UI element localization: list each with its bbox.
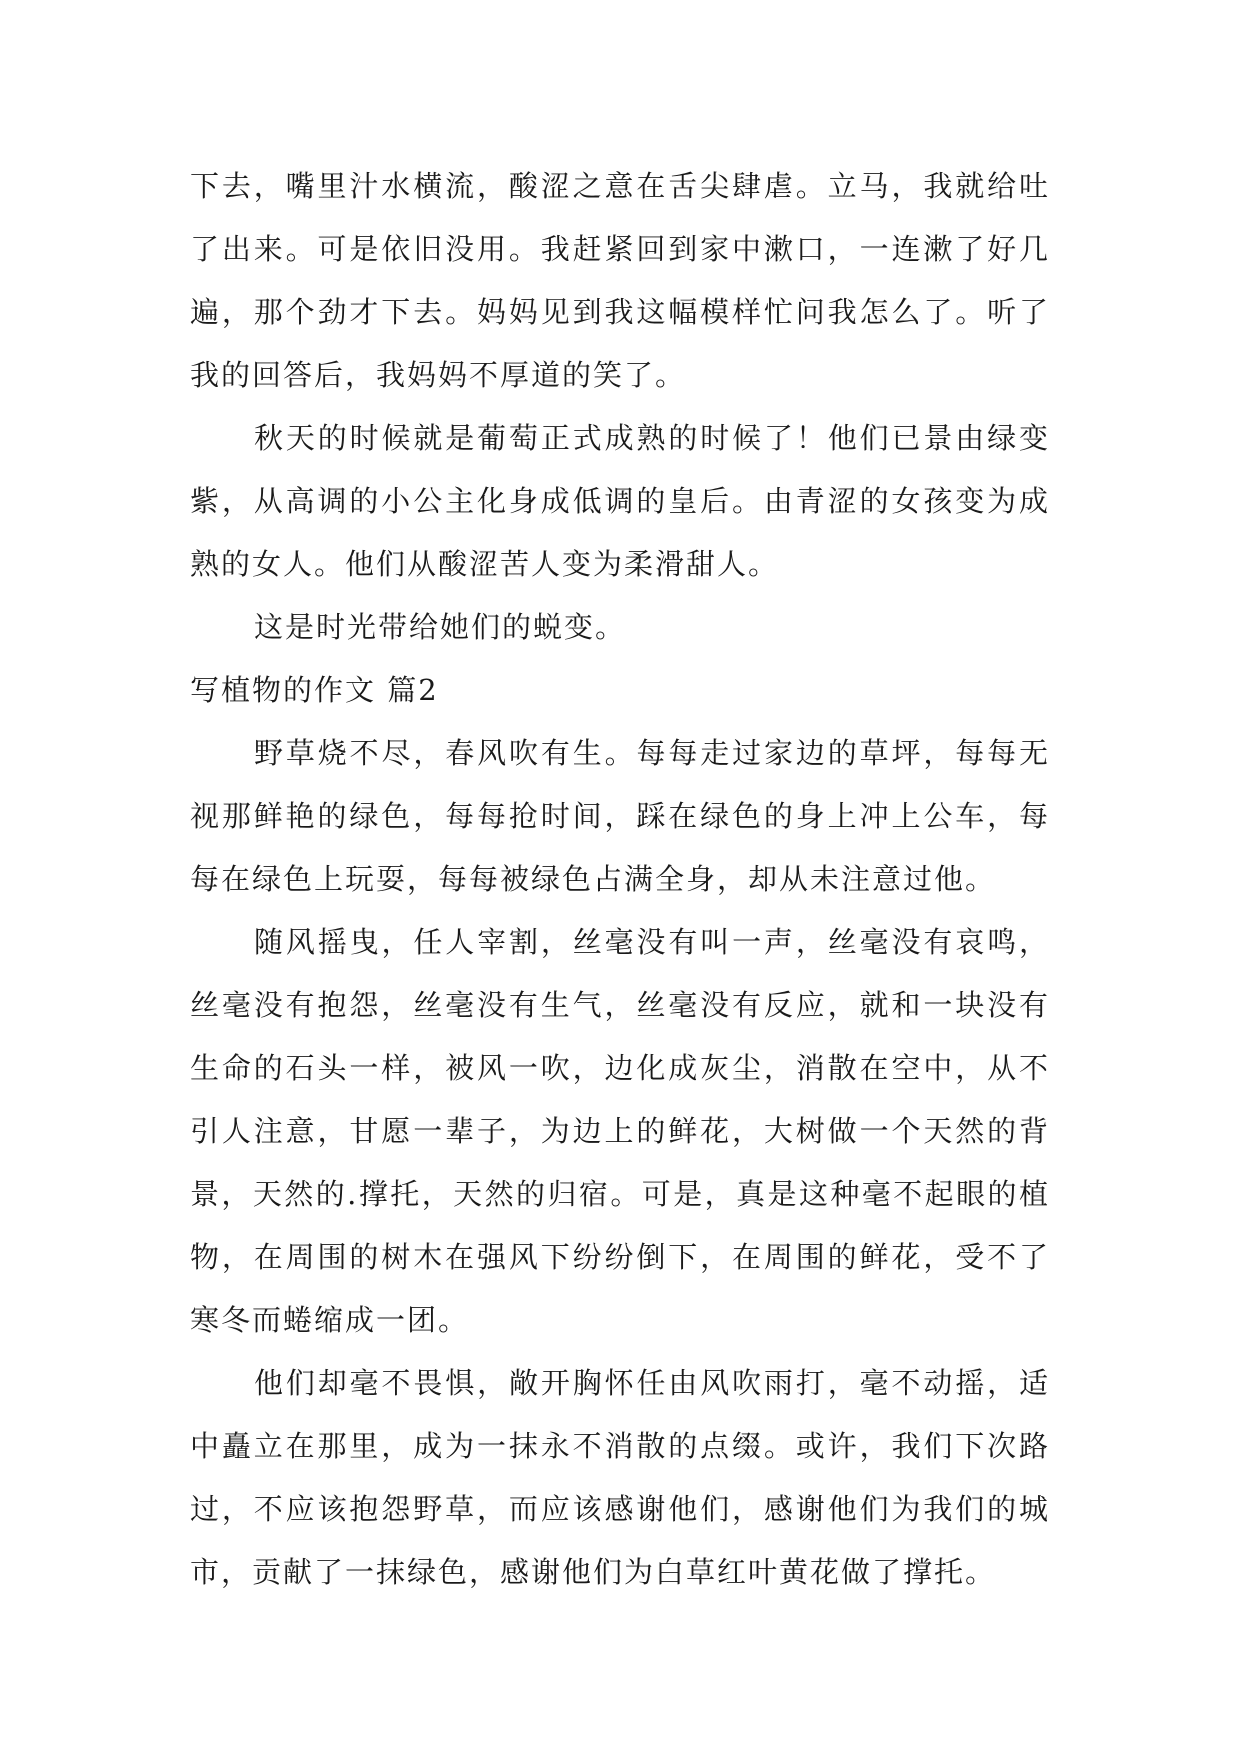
section-heading: 写植物的作文 篇2 — [190, 673, 439, 707]
paragraph-3: 这是时光带给她们的蜕变。 — [254, 610, 627, 644]
paragraph-1: 下去，嘴里汁水横流，酸涩之意在舌尖肆虐。立马，我就给吐了出来。可是依旧没用。我赶紧回到家中漱口，一连漱了好几遍，那个劲才下去。妈妈见到我这幅模样忙问我怎么了。听了我的回答后，我妈妈不厚道的笑了。 — [190, 169, 1050, 392]
paragraph-6: 他们却毫不畏惧，敞开胸怀任由风吹雨打，毫不动摇，适中矗立在那里，成为一抹永不消散的点缀。或许，我们下次路过，不应该抱怨野草，而应该感谢他们，感谢他们为我们的城市，贡献了一抹绿色，感谢他们为白草红叶黄花做了撑托。 — [190, 1366, 1050, 1589]
paragraph-2: 秋天的时候就是葡萄正式成熟的时候了！他们已景由绿变紫，从高调的小公主化身成低调的皇后。由青涩的女孩变为成熟的女人。他们从酸涩苦人变为柔滑甜人。 — [190, 421, 1050, 581]
paragraph-4: 野草烧不尽，春风吹有生。每每走过家边的草坪，每每无视那鲜艳的绿色，每每抢时间，踩在绿色的身上冲上公车，每每在绿色上玩耍，每每被绿色占满全身，却从未注意过他。 — [190, 736, 1050, 896]
paragraph-5: 随风摇曳，任人宰割，丝毫没有叫一声，丝毫没有哀鸣，丝毫没有抱怨，丝毫没有生气，丝毫没有反应，就和一块没有生命的石头一样，被风一吹，边化成灰尘，消散在空中，从不引人注意，甘愿一辈子，为边上的鲜花，大树做一个天然的背景，天然的.撑托，天然的归宿。可是，真是这种毫不起眼的植物，在周围的树木在强风下纷纷倒下，在周围的鲜花，受不了寒冬而蜷缩成一团。 — [190, 925, 1050, 1337]
document-page — [190, 155, 1050, 1604]
